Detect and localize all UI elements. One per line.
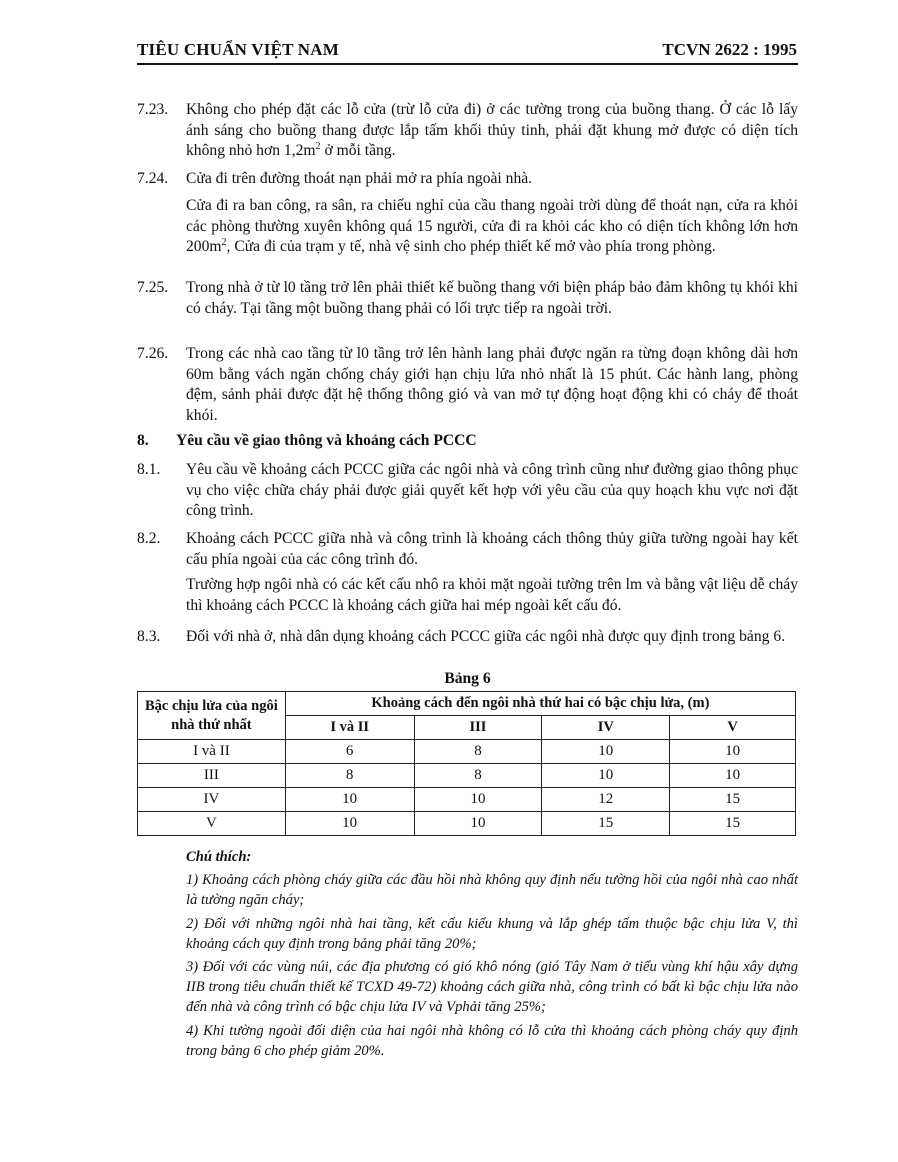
table-cell: 10	[414, 788, 542, 812]
table-cell: 10	[542, 764, 670, 788]
clause-text-8-3: Đối với nhà ở, nhà dân dụng khoảng cách PCCC giữa các ngôi nhà được quy định trong bảng 6.	[186, 628, 786, 645]
table-row-header: Bậc chịu lửa của ngôi nhà thứ nhất	[138, 692, 286, 740]
clause-number-8-2: 8.2.	[137, 530, 161, 547]
note-item: 4) Khi tường ngoài đối diện của hai ngôi nhà không có lỗ cửa thì khoảng cách phòng cháy quy định trong bảng 6 cho phép giảm 20%.	[186, 1022, 798, 1059]
table-group-header: Khoảng cách đến ngôi nhà thứ hai có bậc chịu lửa, (m)	[285, 692, 795, 716]
superscript: 2	[315, 141, 321, 152]
table-cell: 8	[414, 764, 542, 788]
column-header: I và II	[285, 716, 414, 740]
table-cell: 15	[670, 812, 796, 836]
table-row	[138, 764, 796, 788]
table-notes	[186, 847, 798, 1064]
row-label: I và II	[138, 740, 286, 764]
clause-text-7-23	[186, 100, 798, 162]
table-row	[138, 812, 796, 836]
clause-text-7-24: Cửa đi trên đường thoát nạn phải mở ra phía ngoài nhà.	[186, 170, 533, 187]
clause-text-7-23-a: Không cho phép đặt các lỗ cửa (trừ lỗ cửa đi) ở các tường trong của buồng thang. Ở các lỗ lấy ánh sáng cho buồng thang được lắp tấm khối thủy tinh, phải đặt khung mở được có diện tích không nhỏ hơn 1,2m	[186, 101, 798, 160]
note-item: 1) Khoảng cách phòng cháy giữa các đầu hồi nhà không quy định nếu tường hồi của ngôi nhà cao nhất là tường ngăn cháy;	[186, 872, 798, 909]
clause-number-7-26: 7.26.	[137, 345, 169, 362]
header-standard-code: TCVN 2622 : 1995	[662, 40, 797, 59]
table-row	[138, 740, 796, 764]
header-divider	[137, 63, 798, 65]
clause-text-8-2-continued: Trường hợp ngôi nhà có các kết cấu nhô ra khỏi mặt ngoài tường trên lm và bằng vật liệu dễ cháy thì khoảng cách PCCC là khoảng cách giữa hai mép ngoài kết cấu đó.	[186, 576, 798, 614]
row-label: IV	[138, 788, 286, 812]
clause-text-7-26: Trong các nhà cao tầng từ l0 tầng trở lên hành lang phải được ngăn ra từng đoạn không dài hơn 60m bằng vách ngăn chống cháy giới hạn chịu lửa nhỏ nhất là 15 phút. Các hành lang, phòng đệm, sảnh phải được đặt hệ thống thông gió và van mở tự động hoạt động khi có cháy để thoát khói.	[186, 345, 798, 424]
column-header: V	[670, 716, 796, 740]
row-label: III	[138, 764, 286, 788]
row-label: V	[138, 812, 286, 836]
table-cell: 10	[285, 788, 414, 812]
clause-number-7-24: 7.24.	[137, 170, 169, 187]
section-title-8: Yêu cầu về giao thông và khoảng cách PCCC	[176, 432, 477, 449]
table-cell: 15	[670, 788, 796, 812]
table-cell: 15	[542, 812, 670, 836]
fire-distance-table	[137, 691, 796, 836]
clause-text-8-2: Khoảng cách PCCC giữa nhà và công trình là khoảng cách thông thủy giữa tường ngoài hay kết cấu phía ngoài của các công trình đó.	[186, 530, 798, 568]
notes-title: Chú thích:	[186, 849, 252, 865]
table-cell: 10	[670, 740, 796, 764]
section-number-8: 8.	[137, 432, 149, 449]
table-cell: 8	[285, 764, 414, 788]
header-standard-name: TIÊU CHUẨN VIỆT NAM	[137, 40, 340, 59]
table-cell: 10	[542, 740, 670, 764]
note-item: 3) Đối với các vùng núi, các địa phương có gió khô nóng (gió Tây Nam ở tiểu vùng khí hậu xây dựng IIB trong tiêu chuẩn thiết kế TCXD 49-72) khoảng cách giữa nhà, công trình có bất kì bậc chịu lửa nào đến nhà và công trình có bậc chịu lửa IV và Vphải tăng 25%;	[186, 959, 798, 1016]
table-cell: 10	[414, 812, 542, 836]
clause-number-7-25: 7.25.	[137, 279, 169, 296]
clause-text-7-23-b: ở mỗi tầng.	[320, 142, 396, 160]
table-cell: 10	[670, 764, 796, 788]
table-cell: 10	[285, 812, 414, 836]
page-header	[137, 40, 797, 62]
clause-text-7-24-continued-a: Cửa đi ra ban công, ra sân, ra chiếu nghỉ của cầu thang ngoài trời dùng để thoát nạn, cửa ra khỏi các phòng thường xuyên không quá 15 người, cửa đi ra khỏi các kho có diện tích không lớn hơn 200m	[186, 197, 798, 256]
table-caption: Bảng 6	[444, 670, 491, 687]
column-header: III	[414, 716, 542, 740]
clause-text-7-24-continued	[186, 196, 798, 258]
clause-number-8-1: 8.1.	[137, 461, 161, 478]
note-item: 2) Đối với những ngôi nhà hai tầng, kết cấu kiểu khung và lắp ghép tấm thuộc bậc chịu lửa V, thì khoảng cách quy định trong bảng phải tăng 20%;	[186, 915, 798, 952]
superscript: 2	[221, 237, 227, 248]
table-row	[138, 788, 796, 812]
clause-text-8-1: Yêu cầu về khoảng cách PCCC giữa các ngôi nhà và công trình cũng như đường giao thông phục vụ cho việc chữa cháy phải được giải quyết kết hợp với yêu cầu của quy hoạch khu vực nơi đặt công trình.	[186, 461, 798, 520]
clause-number-7-23: 7.23.	[137, 101, 169, 118]
table-cell: 12	[542, 788, 670, 812]
column-header: IV	[542, 716, 670, 740]
table-cell: 6	[285, 740, 414, 764]
clause-text-7-25: Trong nhà ở từ l0 tầng trở lên phải thiết kế buồng thang với biện pháp bảo đảm không tụ khói khi có cháy. Tại tầng một buồng thang phải có lối trực tiếp ra ngoài trời.	[186, 279, 798, 317]
table-header-row	[138, 692, 796, 716]
clause-text-7-24-continued-b: , Cửa đi của trạm y tế, nhà vệ sinh cho phép thiết kế mở vào phía trong phòng.	[226, 238, 716, 256]
table-cell: 8	[414, 740, 542, 764]
clause-number-8-3: 8.3.	[137, 628, 161, 645]
